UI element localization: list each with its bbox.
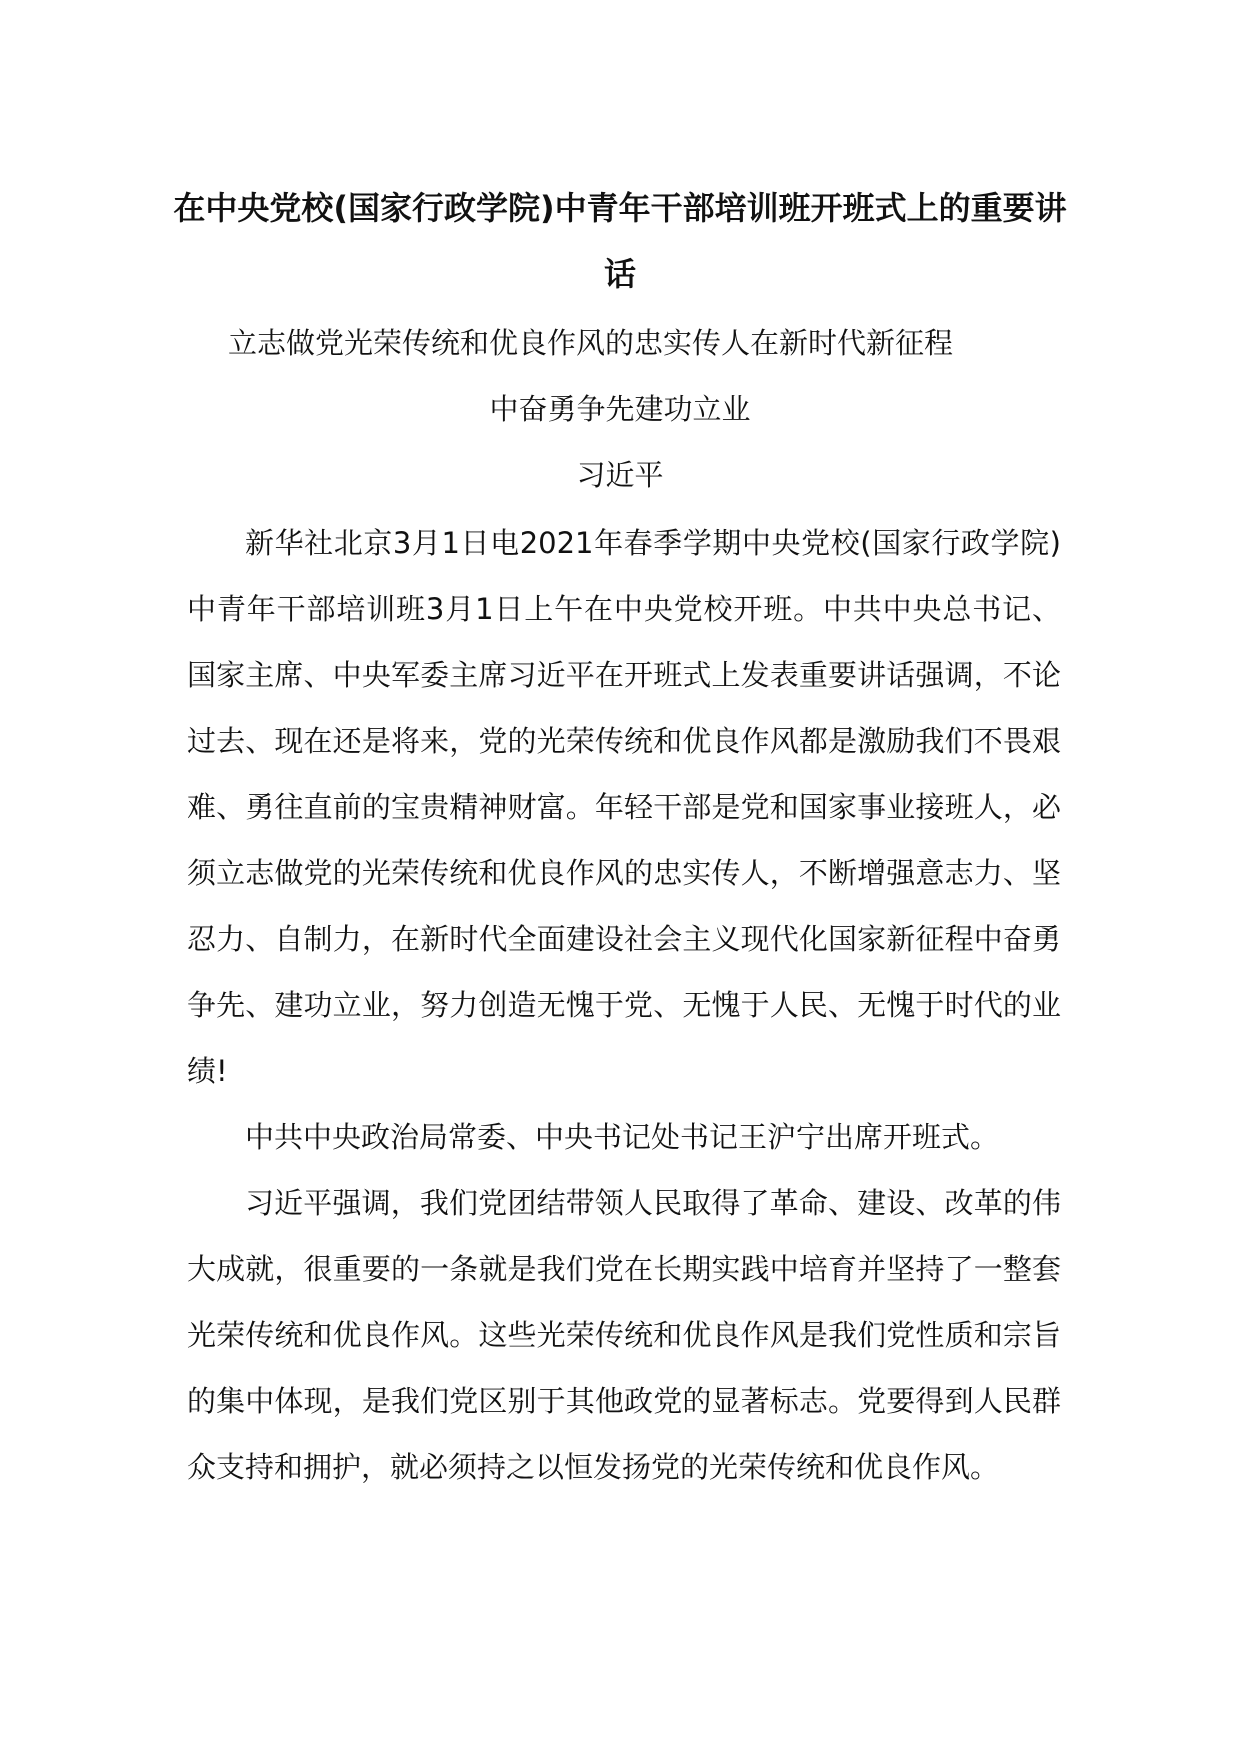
body-paragraph-3: 习近平强调，我们党团结带领人民取得了革命、建设、改革的伟大成就，很重要的一条就是我们党在长期实践中培育并坚持了一整套光荣传统和优良作风。这些光荣传统和优良作风是我们党性质和宗旨的集中体现，是我们党区别于其他政党的显著标志。党要得到人民群众支持和拥护，就必须持之以恒发扬党的光荣传统和优良作风。 — [187, 1186, 1061, 1484]
document-title: 在中央党校(国家行政学院)中青年干部培训班开班式上的重要讲话 — [173, 189, 1067, 293]
subtitle-line-1: 立志做党光荣传统和优良作风的忠实传人在新时代新征程 — [228, 326, 954, 360]
document-body — [187, 510, 1061, 1500]
body-paragraph-2: 中共中央政治局常委、中央书记处书记王沪宁出席开班式。 — [245, 1120, 1000, 1154]
subtitle-line-2: 中奋勇争先建功立业 — [489, 392, 751, 426]
body-paragraph-1: 新华社北京3月1日电2021年春季学期中央党校(国家行政学院)中青年干部培训班3月1日上午在中央党校开班。中共中央总书记、国家主席、中央军委主席习近平在开班式上发表重要讲话强调，不论过去、现在还是将来，党的光荣传统和优良作风都是激励我们不畏艰难、勇往直前的宝贵精神财富。年轻干部是党和国家事业接班人，必须立志做党的光荣传统和优良作风的忠实传人，不断增强意志力、坚忍力、自制力，在新时代全面建设社会主义现代化国家新征程中奋勇争先、建功立业，努力创造无愧于党、无愧于人民、无愧于时代的业绩! — [187, 526, 1061, 1088]
author-name: 习近平 — [576, 458, 664, 492]
document-subtitle — [170, 310, 1070, 442]
